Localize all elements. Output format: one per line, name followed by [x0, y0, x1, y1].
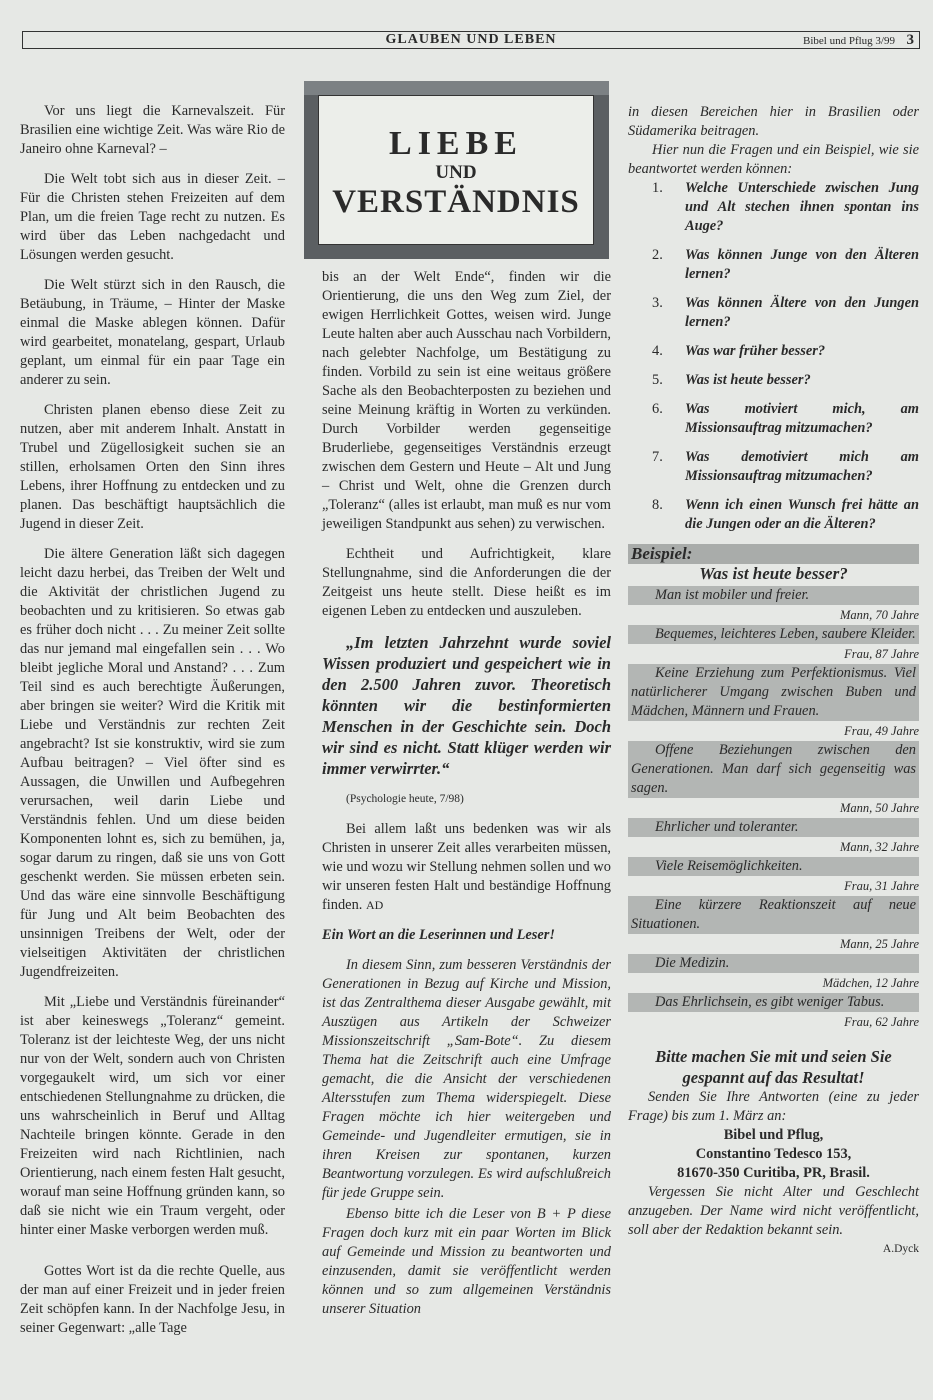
answer-text: Offene Beziehungen zwischen den Generationen. Man darf sich gegenseitig was sagen.: [628, 741, 919, 798]
address-line: 81670-350 Curitiba, PR, Brasil.: [677, 1165, 870, 1181]
question-number: 5.: [652, 372, 663, 388]
answer-entry: [628, 586, 919, 625]
column-2: [322, 268, 611, 1330]
article-title: [318, 95, 594, 245]
intro-text: Hier nun die Fragen und ein Beispiel, wie sie beantwortet werden können:: [628, 142, 919, 177]
question-item: [628, 496, 919, 534]
author-initials: AD: [365, 898, 384, 912]
title-line-1: LIEBE: [389, 125, 523, 162]
answer-respondent: Mann, 25 Jahre: [839, 937, 919, 951]
pull-quote: „Im letzten Jahrzehnt wurde soviel Wissen produziert und gespeichert wie in den 2.500 Jahren zuvor. Theoretisch könnten wir die bestinformierten Menschen in der Geschichte sein. Doch wir sind es nicht. Statt klüger werden wir immer verwirrter.“: [322, 633, 611, 778]
question-number: 4.: [652, 343, 663, 359]
answer-entry: [628, 625, 919, 664]
appeal-text: Senden Sie Ihre Antworten (eine zu jeder Frage) bis zum 1. März an:: [628, 1089, 919, 1124]
answer-respondent: Frau, 31 Jahre: [844, 879, 919, 893]
answer-entry: [628, 818, 919, 857]
answer-text: Eine kürzere Reaktionszeit auf neue Situationen.: [628, 896, 919, 934]
answer-respondent: Mädchen, 12 Jahre: [822, 976, 919, 990]
question-number: 1.: [652, 180, 663, 196]
section-title: GLAUBEN UND LEBEN: [385, 32, 557, 47]
column-1: [20, 102, 285, 1349]
question-text: Was demotiviert mich am Missionsauftrag mitzumachen?: [685, 449, 919, 484]
address-line: Constantino Tedesco 153,: [695, 1146, 852, 1162]
answer-text: Das Ehrlichsein, es gibt weniger Tabus.: [628, 993, 919, 1012]
column-3: [628, 103, 919, 1259]
paragraph: Echtheit und Aufrichtigkeit, klare Stellungnahme, sind die Anforderungen die der Zeitgeist uns heute stellt. Diese heißt es im eigenen Leben zu entdecken und auszuleben.: [322, 546, 611, 619]
answer-respondent: Frau, 62 Jahre: [844, 1015, 919, 1029]
question-text: Was können Ältere von den Jungen lernen?: [685, 295, 919, 330]
intro-text: in diesen Bereichen hier in Brasilien oder Südamerika beitragen.: [628, 104, 919, 139]
answer-entry: [628, 954, 919, 993]
question-item: [628, 246, 919, 284]
appeal-heading: Bitte machen Sie mit und seien Sie gespannt auf das Resultat!: [655, 1047, 892, 1087]
publication-info: Bibel und Pflug 3/99: [803, 35, 895, 47]
answer-entry: [628, 741, 919, 818]
answer-entry: [628, 857, 919, 896]
address-line: Bibel und Pflug,: [723, 1127, 824, 1143]
question-item: [628, 179, 919, 236]
answer-text: Man ist mobiler und freier.: [628, 586, 919, 605]
question-number: 2.: [652, 247, 663, 263]
question-text: Was motiviert mich, am Missionsauftrag mitzumachen?: [685, 401, 919, 436]
appeal-note: Vergessen Sie nicht Alter und Geschlecht anzugeben. Der Name wird nicht veröffentlicht, soll aber der Redaktion bekannt sein.: [628, 1184, 919, 1238]
question-text: Welche Unterschiede zwischen Jung und Alt stechen ihnen spontan ins Auge?: [685, 180, 919, 234]
answer-text: Ehrlicher und toleranter.: [628, 818, 919, 837]
paragraph: Christen planen ebenso diese Zeit zu nutzen, aber mit anderem Inhalt. Anstatt in Trubel und Zügellosigkeit suchen sie an stillen, erholsamen Orten den Sinn ihres Lebens, ihrer Hoffnung zu entdecken und zu planen. Das beschäftigt hauptsächlich die Jugend in dieser Zeit.: [20, 402, 285, 532]
question-number: 8.: [652, 497, 663, 513]
signature: A.Dyck: [882, 1243, 919, 1255]
answer-text: Die Medizin.: [628, 954, 919, 973]
answer-entry: [628, 664, 919, 741]
question-text: Was ist heute besser?: [685, 372, 811, 388]
reader-note-paragraph: In diesem Sinn, zum besseren Verständnis der Generationen in Bezug auf Kirche und Mission, ist das Zentralthema dieser Ausgabe gewählt, mit Auszügen aus Artikeln der Schweizer Missionszeitschrift „Sam-Bote“. Zu diesem Thema hat die Zeitschrift auch eine Umfrage gemacht, die die Ansicht der verschiedenen Altersstufen zum Thema widerspiegelt. Diese Fragen möchte ich hier weitergeben und Gemeinde- und Jugendleiter ermutigen, sie in ihren Kreisen zur spontanen, kurzen Beantwortung vorzulegen. Es wird aufschlußreich für jede Gruppe sein.: [322, 957, 611, 1201]
answer-respondent: Mann, 32 Jahre: [839, 840, 919, 854]
paragraph: Die ältere Generation läßt sich dagegen leicht dazu herbei, das Treiben der Welt und die Aktivität der christlichen Jugend zu beobachten und zu kritisieren. So etwas gab es früher doch nicht . . . Zu meiner Zeit sollte das nur jemand mal eingefallen sein . . . Wo bleibt jegliche Moral und Anstand? . . . Zum Teil sind es auch berechtigte Äußerungen, aber bringen sie weiter? Wird die Kritik mit Liebe und Verständnis zur rechten Zeit angebracht? Ist sie konstruktiv, wird sie zum Aufbau beitragen? – Viel öfter sind es Aussagen, die Unwillen und Aufbegehren verursachen, weil darin Liebe und Verständnis fehlen. Und um diese beiden Komponenten lohnt es, sich zu bemühen, ja, sogar darum zu ringen, daß sie uns von Gott geschenkt werden. Sie müssen erbeten sein. Und das wäre eine sinnvolle Beschäftigung für Jung und Alt beim Beobachten des unsinnigen Treibens der Welt, oder der vielseitigen Aktivitäten der christlichen Jugendfreizeiten.: [20, 546, 285, 980]
question-number: 6.: [652, 401, 663, 417]
question-item: [628, 400, 919, 438]
paragraph: Die Welt stürzt sich in den Rausch, die Betäubung, in Träume, – Hinter der Maske einmal die Maske ablegen können. Dafür wird gearbeitet, monatelang, gespart, Urlaub geplant, um einmal für ein paar Tage ein anderer zu sein.: [20, 277, 285, 388]
quote-source: (Psychologie heute, 7/98): [346, 793, 464, 805]
answer-text: Bequemes, leichteres Leben, saubere Kleider.: [628, 625, 919, 644]
question-number: 3.: [652, 295, 663, 311]
question-item: [628, 371, 919, 390]
answer-entry: [628, 993, 919, 1032]
question-list: [628, 179, 919, 534]
paragraph: Die Welt tobt sich aus in dieser Zeit. – Für die Christen stehen Freizeiten auf dem Plan, um die freien Tage recht zu nutzen. Es wird über das Leben nachgedacht und Lösungen werden gesucht.: [20, 171, 285, 263]
paragraph: Vor uns liegt die Karnevalszeit. Für Brasilien eine wichtige Zeit. Was wäre Rio de Janeiro ohne Karneval? –: [20, 103, 285, 157]
answer-respondent: Mann, 50 Jahre: [839, 801, 919, 815]
paragraph: Bei allem laßt uns bedenken was wir als Christen in unserer Zeit alles verarbeiten müssen, wie und wozu wir Stellung nehmen sollen und wo wir unseren festen Halt und beständige Hoffnung finden. AD: [322, 821, 611, 913]
question-item: [628, 294, 919, 332]
answer-entry: [628, 896, 919, 954]
title-line-2: UND: [435, 162, 477, 183]
paragraph: Gottes Wort ist da die rechte Quelle, aus der man auf einer Freizeit und in jeder freien Zeit schöpfen kann. In der Nachfolge Jesu, in seiner Gegenwart: „alle Tage: [20, 1263, 285, 1336]
reader-note-paragraph: Ebenso bitte ich die Leser von B + P diese Fragen doch kurz mit ein paar Worten im Blick auf Gemeinde und Mission zu beantworten und einzusenden, damit sie veröffentlicht werden können und so zum allgemeinen Verständnis unserer Situation: [322, 1206, 611, 1317]
question-number: 7.: [652, 449, 663, 465]
question-text: Wenn ich einen Wunsch frei hätte an die Jungen oder an die Älteren?: [685, 497, 919, 532]
article-title-box: [304, 81, 609, 259]
reader-note-heading: Ein Wort an die Leserinnen und Leser!: [322, 927, 555, 943]
answer-text: Keine Erziehung zum Perfektionismus. Viel natürlicherer Umgang zwischen Buben und Mädchen, Männern und Frauen.: [628, 664, 919, 721]
answer-text: Viele Reisemöglichkeiten.: [628, 857, 919, 876]
example-section: [628, 544, 919, 1032]
answer-respondent: Frau, 49 Jahre: [844, 724, 919, 738]
page-number: 3: [906, 32, 914, 48]
appeal-box: [628, 1046, 919, 1259]
example-question: Was ist heute besser?: [699, 564, 848, 583]
question-item: [628, 448, 919, 486]
answer-respondent: Frau, 87 Jahre: [844, 647, 919, 661]
title-line-3: VERSTÄNDNIS: [332, 184, 580, 220]
answer-respondent: Mann, 70 Jahre: [839, 608, 919, 622]
paragraph: bis an der Welt Ende“, finden wir die Orientierung, die uns den Weg zum Ziel, der ewigen Herrlichkeit Gottes, weisen wird. Junge Leute halten aber auch Ausschau nach Vorbildern, nach gelebter Nachfolge, um Bestätigung zu finden. Vorbild zu sein ist eine weitaus größere Sache als den Beobachterposten zu beziehen und seine Meinung kräftig in Worten zu verkünden. Durch Vorbilder werden gegenseitige Bruderliebe, gegenseitiges Verständnis erzeugt zwischen dem Gestern und Heute – Alt und Jung – Christ und Welt, ohne die Grenzen durch „Toleranz“ (alles ist erlaubt, man muß es nur vom jeweiligen Standpunkt aus sehen) zu verwischen.: [322, 269, 611, 532]
paragraph: Mit „Liebe und Verständnis füreinander“ ist aber keineswegs „Toleranz“ gemeint. Toleranz ist der leichteste Weg, der uns nicht nur von der Welt, sondern auch von Christen vorgegaukelt wird, um sich vor einer entschiedenen Stellungnahme zu drücken, die uns wahrscheinlich in Beruf und Alltag Nachteile bringen könnte. Gerade in den Freizeiten wird nach Richtlinien, nach Orientierung, nach einem festen Halt gesucht, worauf man seine Hoffnung gründen kann, so daß sie nicht wie ein Traum vergeht, oder hinter einer Maske verborgen werden muß.: [20, 994, 285, 1238]
answer-list: [628, 586, 919, 1032]
question-text: Was war früher besser?: [685, 343, 826, 359]
question-text: Was können Junge von den Älteren lernen?: [685, 247, 919, 282]
example-label: Beispiel:: [628, 544, 919, 564]
question-item: [628, 342, 919, 361]
page-header: [22, 31, 920, 49]
